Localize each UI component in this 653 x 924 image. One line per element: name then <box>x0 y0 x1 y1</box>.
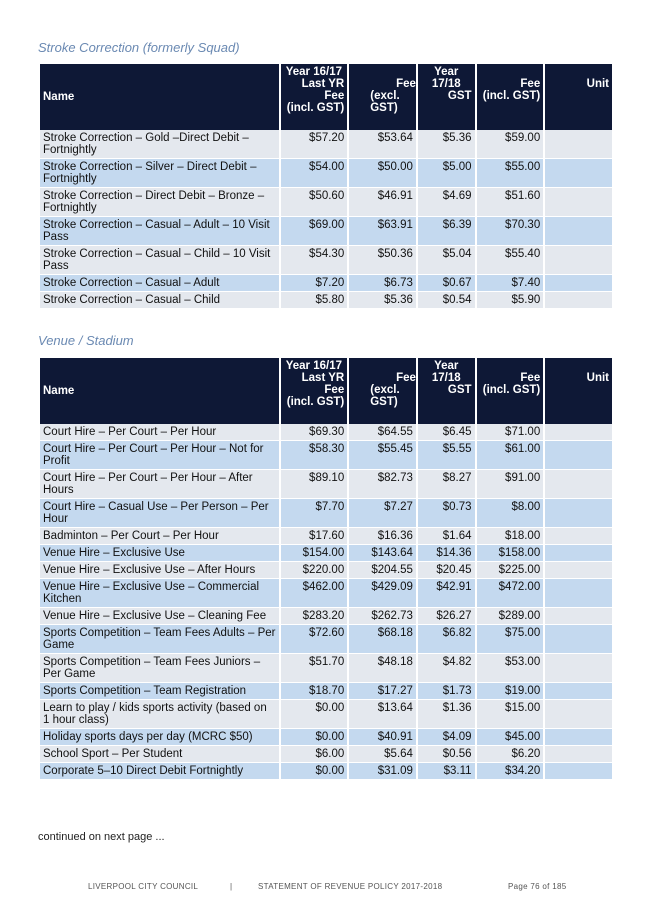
cell-fee-incl-gst: $70.30 <box>477 217 544 246</box>
cell-unit <box>545 579 612 608</box>
cell-unit <box>545 499 612 528</box>
table-row <box>40 746 612 763</box>
table-row <box>40 729 612 746</box>
cell-last-yr-fee: $54.00 <box>281 159 348 188</box>
cell-fee-incl-gst: $5.90 <box>477 292 544 309</box>
cell-name: Stroke Correction – Silver – Direct Debit – Fortnightly <box>40 159 279 188</box>
cell-fee-incl-gst: $71.00 <box>477 424 544 441</box>
cell-name: Stroke Correction – Casual – Adult – 10 Visit Pass <box>40 217 279 246</box>
cell-name: Venue Hire – Exclusive Use – After Hours <box>40 562 279 579</box>
col-header-fee-incl <box>477 358 544 424</box>
year-17-18-label: Year 17/18 <box>431 66 461 90</box>
unit-label: Unit <box>586 372 609 384</box>
cell-gst: $0.54 <box>418 292 475 309</box>
table-row <box>40 424 612 441</box>
cell-unit <box>545 470 612 499</box>
table-row <box>40 528 612 545</box>
fee-table-stroke-correction <box>38 64 614 309</box>
table-row <box>40 275 612 292</box>
last-yr-fee-label: Last YR Fee <box>301 372 345 396</box>
cell-fee-incl-gst: $289.00 <box>477 608 544 625</box>
table-row <box>40 292 612 309</box>
table-row <box>40 654 612 683</box>
table-row <box>40 625 612 654</box>
cell-unit <box>545 275 612 292</box>
excl-gst-label: (excl. GST) <box>370 90 400 114</box>
section-title-stroke-correction: Stroke Correction (formerly Squad) <box>38 40 240 55</box>
table-row <box>40 246 612 275</box>
cell-name: Venue Hire – Exclusive Use – Commercial Kitchen <box>40 579 279 608</box>
cell-name: Court Hire – Per Court – Per Hour – After Hours <box>40 470 279 499</box>
cell-last-yr-fee: $57.20 <box>281 130 348 159</box>
cell-fee-incl-gst: $158.00 <box>477 545 544 562</box>
cell-last-yr-fee: $0.00 <box>281 763 348 780</box>
cell-name: Stroke Correction – Gold –Direct Debit – Fortnightly <box>40 130 279 159</box>
cell-fee-incl-gst: $55.40 <box>477 246 544 275</box>
cell-last-yr-fee: $7.70 <box>281 499 348 528</box>
cell-fee-incl-gst: $7.40 <box>477 275 544 292</box>
cell-name: Venue Hire – Exclusive Use – Cleaning Fee <box>40 608 279 625</box>
table-row <box>40 763 612 780</box>
cell-fee-incl-gst: $53.00 <box>477 654 544 683</box>
year-16-17-label: Year 16/17 <box>285 360 343 372</box>
cell-gst: $0.67 <box>418 275 475 292</box>
cell-gst: $3.11 <box>418 763 475 780</box>
cell-last-yr-fee: $6.00 <box>281 746 348 763</box>
incl-gst-label-2: (incl. GST) <box>482 384 541 396</box>
section-title-venue-stadium: Venue / Stadium <box>38 333 134 348</box>
cell-last-yr-fee: $72.60 <box>281 625 348 654</box>
cell-fee-incl-gst: $19.00 <box>477 683 544 700</box>
cell-last-yr-fee: $0.00 <box>281 700 348 729</box>
cell-fee-excl-gst: $204.55 <box>349 562 416 579</box>
cell-name: Sports Competition – Team Registration <box>40 683 279 700</box>
cell-unit <box>545 545 612 562</box>
cell-fee-excl-gst: $63.91 <box>349 217 416 246</box>
cell-fee-excl-gst: $64.55 <box>349 424 416 441</box>
table-row <box>40 683 612 700</box>
cell-gst: $20.45 <box>418 562 475 579</box>
cell-name: Learn to play / kids sports activity (based on 1 hour class) <box>40 700 279 729</box>
cell-name: Stroke Correction – Casual – Adult <box>40 275 279 292</box>
cell-unit <box>545 130 612 159</box>
cell-last-yr-fee: $58.30 <box>281 441 348 470</box>
cell-last-yr-fee: $50.60 <box>281 188 348 217</box>
fee-label: Fee <box>396 372 416 384</box>
table-row <box>40 562 612 579</box>
cell-gst: $4.09 <box>418 729 475 746</box>
cell-gst: $1.36 <box>418 700 475 729</box>
cell-gst: $26.27 <box>418 608 475 625</box>
fee-incl-label: Fee <box>520 372 541 384</box>
cell-unit <box>545 528 612 545</box>
cell-unit <box>545 608 612 625</box>
year-16-17-label: Year 16/17 <box>285 66 343 78</box>
table-row <box>40 608 612 625</box>
cell-fee-incl-gst: $18.00 <box>477 528 544 545</box>
cell-unit <box>545 700 612 729</box>
cell-name: Court Hire – Casual Use – Per Person – Per Hour <box>40 499 279 528</box>
cell-gst: $6.82 <box>418 625 475 654</box>
fee-label: Fee <box>396 78 416 90</box>
cell-gst: $5.00 <box>418 159 475 188</box>
cell-last-yr-fee: $7.20 <box>281 275 348 292</box>
cell-fee-incl-gst: $45.00 <box>477 729 544 746</box>
cell-fee-incl-gst: $15.00 <box>477 700 544 729</box>
cell-gst: $4.82 <box>418 654 475 683</box>
cell-fee-incl-gst: $55.00 <box>477 159 544 188</box>
cell-gst: $42.91 <box>418 579 475 608</box>
cell-fee-incl-gst: $8.00 <box>477 499 544 528</box>
cell-last-yr-fee: $0.00 <box>281 729 348 746</box>
excl-gst-label: (excl. GST) <box>370 384 400 408</box>
cell-last-yr-fee: $69.00 <box>281 217 348 246</box>
cell-name: Stroke Correction – Direct Debit – Bronze – Fortnightly <box>40 188 279 217</box>
year-17-18-label: Year 17/18 <box>431 360 461 384</box>
cell-fee-incl-gst: $472.00 <box>477 579 544 608</box>
cell-fee-excl-gst: $13.64 <box>349 700 416 729</box>
fee-incl-label: Fee <box>520 78 541 90</box>
col-header-fee-excl <box>349 358 416 424</box>
cell-last-yr-fee: $69.30 <box>281 424 348 441</box>
incl-gst-label-2: (incl. GST) <box>482 90 541 102</box>
cell-fee-incl-gst: $91.00 <box>477 470 544 499</box>
cell-last-yr-fee: $54.30 <box>281 246 348 275</box>
cell-last-yr-fee: $462.00 <box>281 579 348 608</box>
col-header-gst <box>418 358 475 424</box>
cell-unit <box>545 188 612 217</box>
cell-fee-excl-gst: $7.27 <box>349 499 416 528</box>
cell-unit <box>545 625 612 654</box>
cell-unit <box>545 159 612 188</box>
cell-name: School Sport – Per Student <box>40 746 279 763</box>
footer-org: LIVERPOOL CITY COUNCIL <box>88 882 199 891</box>
cell-fee-excl-gst: $46.91 <box>349 188 416 217</box>
col-header-unit <box>545 358 612 424</box>
table-row <box>40 441 612 470</box>
cell-fee-excl-gst: $82.73 <box>349 470 416 499</box>
cell-fee-incl-gst: $75.00 <box>477 625 544 654</box>
cell-unit <box>545 763 612 780</box>
table-row <box>40 217 612 246</box>
table-row <box>40 499 612 528</box>
cell-unit <box>545 562 612 579</box>
cell-fee-incl-gst: $6.20 <box>477 746 544 763</box>
cell-fee-incl-gst: $51.60 <box>477 188 544 217</box>
cell-fee-excl-gst: $48.18 <box>349 654 416 683</box>
col-header-fee-excl <box>349 64 416 130</box>
cell-fee-excl-gst: $50.00 <box>349 159 416 188</box>
cell-name: Stroke Correction – Casual – Child <box>40 292 279 309</box>
cell-fee-excl-gst: $429.09 <box>349 579 416 608</box>
cell-unit <box>545 246 612 275</box>
cell-fee-excl-gst: $262.73 <box>349 608 416 625</box>
cell-unit <box>545 746 612 763</box>
col-header-unit <box>545 64 612 130</box>
cell-fee-excl-gst: $53.64 <box>349 130 416 159</box>
col-header-name: Name <box>40 358 279 424</box>
table-row <box>40 130 612 159</box>
cell-gst: $6.39 <box>418 217 475 246</box>
cell-last-yr-fee: $17.60 <box>281 528 348 545</box>
cell-fee-excl-gst: $68.18 <box>349 625 416 654</box>
footer-page-number: Page 76 of 185 <box>508 882 567 891</box>
cell-last-yr-fee: $154.00 <box>281 545 348 562</box>
cell-gst: $6.45 <box>418 424 475 441</box>
incl-gst-label: (incl. GST) <box>286 102 345 114</box>
cell-gst: $1.64 <box>418 528 475 545</box>
cell-unit <box>545 424 612 441</box>
table-row <box>40 470 612 499</box>
cell-fee-excl-gst: $16.36 <box>349 528 416 545</box>
cell-last-yr-fee: $18.70 <box>281 683 348 700</box>
last-yr-fee-label: Last YR Fee <box>301 78 345 102</box>
cell-gst: $8.27 <box>418 470 475 499</box>
cell-unit <box>545 654 612 683</box>
cell-gst: $4.69 <box>418 188 475 217</box>
cell-last-yr-fee: $51.70 <box>281 654 348 683</box>
cell-name: Sports Competition – Team Fees Juniors – Per Game <box>40 654 279 683</box>
col-header-name: Name <box>40 64 279 130</box>
cell-fee-incl-gst: $61.00 <box>477 441 544 470</box>
cell-unit <box>545 441 612 470</box>
cell-unit <box>545 217 612 246</box>
cell-last-yr-fee: $283.20 <box>281 608 348 625</box>
cell-last-yr-fee: $89.10 <box>281 470 348 499</box>
cell-name: Court Hire – Per Court – Per Hour – Not for Profit <box>40 441 279 470</box>
table-row <box>40 188 612 217</box>
cell-gst: $0.73 <box>418 499 475 528</box>
cell-name: Venue Hire – Exclusive Use <box>40 545 279 562</box>
table-header-row <box>40 358 612 424</box>
table-header-row <box>40 64 612 130</box>
cell-fee-incl-gst: $34.20 <box>477 763 544 780</box>
col-header-gst <box>418 64 475 130</box>
cell-unit <box>545 292 612 309</box>
cell-unit <box>545 729 612 746</box>
cell-unit <box>545 683 612 700</box>
cell-name: Holiday sports days per day (MCRC $50) <box>40 729 279 746</box>
cell-last-yr-fee: $5.80 <box>281 292 348 309</box>
cell-last-yr-fee: $220.00 <box>281 562 348 579</box>
footer-doc-title: STATEMENT OF REVENUE POLICY 2017-2018 <box>258 882 443 891</box>
col-header-last-yr-fee <box>281 64 348 130</box>
cell-fee-excl-gst: $5.64 <box>349 746 416 763</box>
cell-fee-excl-gst: $6.73 <box>349 275 416 292</box>
col-header-last-yr-fee <box>281 358 348 424</box>
unit-label: Unit <box>586 78 609 90</box>
continued-note: continued on next page ... <box>38 831 165 843</box>
cell-fee-excl-gst: $50.36 <box>349 246 416 275</box>
table-row <box>40 159 612 188</box>
cell-gst: $5.36 <box>418 130 475 159</box>
col-header-fee-incl <box>477 64 544 130</box>
gst-label: GST <box>447 384 472 396</box>
table-row <box>40 545 612 562</box>
gst-label: GST <box>447 90 472 102</box>
cell-fee-excl-gst: $55.45 <box>349 441 416 470</box>
table-row <box>40 579 612 608</box>
cell-gst: $5.55 <box>418 441 475 470</box>
footer-separator: | <box>230 882 233 891</box>
fee-table-venue-stadium <box>38 358 614 780</box>
incl-gst-label: (incl. GST) <box>286 396 345 408</box>
cell-fee-excl-gst: $143.64 <box>349 545 416 562</box>
cell-fee-incl-gst: $59.00 <box>477 130 544 159</box>
cell-fee-excl-gst: $31.09 <box>349 763 416 780</box>
cell-fee-incl-gst: $225.00 <box>477 562 544 579</box>
cell-fee-excl-gst: $5.36 <box>349 292 416 309</box>
cell-gst: $5.04 <box>418 246 475 275</box>
cell-fee-excl-gst: $40.91 <box>349 729 416 746</box>
cell-gst: $0.56 <box>418 746 475 763</box>
cell-name: Court Hire – Per Court – Per Hour <box>40 424 279 441</box>
cell-name: Stroke Correction – Casual – Child – 10 Visit Pass <box>40 246 279 275</box>
cell-fee-excl-gst: $17.27 <box>349 683 416 700</box>
table-row <box>40 700 612 729</box>
cell-name: Badminton – Per Court – Per Hour <box>40 528 279 545</box>
cell-gst: $1.73 <box>418 683 475 700</box>
cell-name: Corporate 5–10 Direct Debit Fortnightly <box>40 763 279 780</box>
cell-name: Sports Competition – Team Fees Adults – Per Game <box>40 625 279 654</box>
cell-gst: $14.36 <box>418 545 475 562</box>
